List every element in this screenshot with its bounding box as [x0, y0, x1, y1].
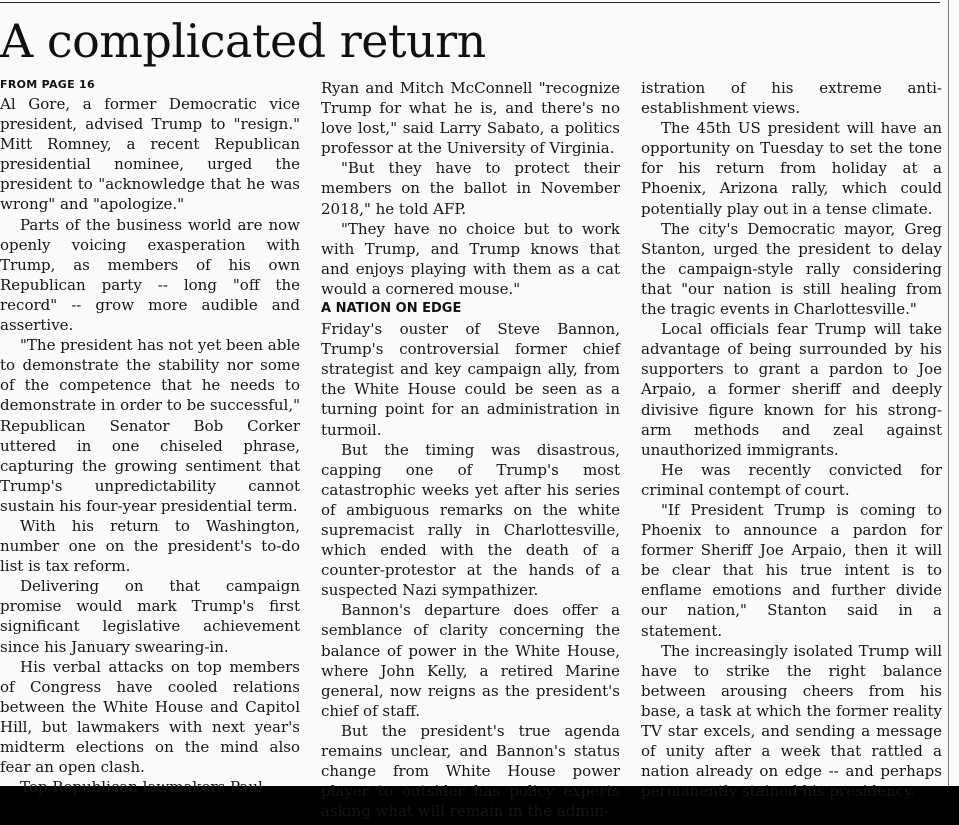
paragraph: Local officials fear Trump will take advantage of being surrounded by his supporters to grant a pardon to Joe Arpaio, a former sheriff and deeply divisive figure known for his strong-arm methods and zeal against unauthorized immigrants. — [641, 320, 942, 459]
paragraph: istration of his extreme anti-establishment views. — [641, 79, 942, 118]
paragraph: Bannon's departure does offer a semblance of clarity concerning the balance of power in the White House, where John Kelly, a retired Marine general, now reigns as the president's chief of staff. — [321, 601, 620, 720]
paragraph: Al Gore, a former Democratic vice president, advised Trump to "resign." Mitt Romney, a recent Republican presidential nominee, urged the president to "acknowledge that he was wrong" and "apologize." — [0, 95, 300, 214]
paragraph: The city's Democratic mayor, Greg Stanton, urged the president to delay the campaign-style rally considering that "our nation is still healing from the tragic events in Charlottesville." — [641, 219, 942, 319]
paragraph: But the timing was disastrous, capping one of Trump's most catastrophic weeks yet after his series of ambiguous remarks on the white supremacist rally in Charlottesville, which ended with the death of a counter-protestor at the hands of a suspected Nazi sympathizer. — [321, 440, 620, 600]
paragraph: The 45th US president will have an opportunity on Tuesday to set the tone for his return from holiday at a Phoenix, Arizona rally, which could potentially play out in a tense climate. — [641, 119, 942, 218]
paragraph: He was recently convicted for criminal contempt of court. — [641, 460, 942, 499]
paragraph: His verbal attacks on top members of Congress have cooled relations between the White House and Capitol Hill, but lawmakers with next year's midterm elections on the mind also fear an open clash. — [0, 657, 300, 777]
paragraph: "But they have to protect their members on the ballot in November 2018," he told AFP. — [321, 159, 620, 218]
paragraph: The increasingly isolated Trump will have to strike the right balance between arousing cheers from his base, a task at which the former reality TV star excels, and sending a message of unity after a week that rattled a nation already on edge -- and perhaps permanently stained his presidency. — [641, 641, 942, 801]
paragraph: Ryan and Mitch McConnell "recognize Trump for what he is, and there's no love lost," said Larry Sabato, a politics professor at the University of Virginia. — [321, 79, 620, 158]
paragraph: "The president has not yet been able to demonstrate the stability nor some of the competence that he needs to demonstrate in order to be successful," Republican Senator Bob Corker uttered in one chiseled phrase, capturing the growing sentiment that Trump's unpredictability cannot sustain his four-year presidential term. — [0, 336, 300, 515]
paragraph: "If President Trump is coming to Phoenix to announce a pardon for former Sheriff Joe Arpaio, then it will be clear that his true intent is to enflame emotions and further divide our nation," Stanton said in a statement. — [641, 500, 942, 640]
continued-from-kicker: FROM PAGE 16 — [0, 78, 95, 91]
paragraph: But the president's true agenda remains unclear, and Bannon's status change from White House power player to outsider has policy experts asking what will remain in the admin- — [321, 721, 620, 821]
paragraph: Delivering on that campaign promise would mark Trump's first significant legislative achievement since his January swearing-in. — [0, 577, 300, 656]
article-column-1 — [0, 76, 300, 797]
paragraph: Top Republican lawmakers Paul — [20, 778, 263, 797]
paragraph: With his return to Washington, number one on the president's to-do list is tax reform. — [0, 516, 300, 576]
paragraph: Parts of the business world are now openly voicing exasperation with Trump, as members of his own Republican party -- long "off the record" -- grow more audible and assertive. — [0, 215, 300, 335]
section-subhead: A NATION ON EDGE — [321, 301, 462, 317]
column-edge-rule — [948, 0, 949, 786]
article-column-2 — [321, 78, 620, 821]
top-rule — [0, 2, 940, 3]
article-column-3 — [641, 78, 942, 801]
headline: A complicated return — [0, 14, 486, 68]
paragraph: Friday's ouster of Steve Bannon, Trump's controversial former chief strategist and key campaign ally, from the White House could be seen as a turning point for an administration in turmoil. — [321, 320, 620, 439]
paragraph: "They have no choice but to work with Trump, and Trump knows that and enjoys playing with them as a cat would a cornered mouse." — [321, 219, 620, 298]
